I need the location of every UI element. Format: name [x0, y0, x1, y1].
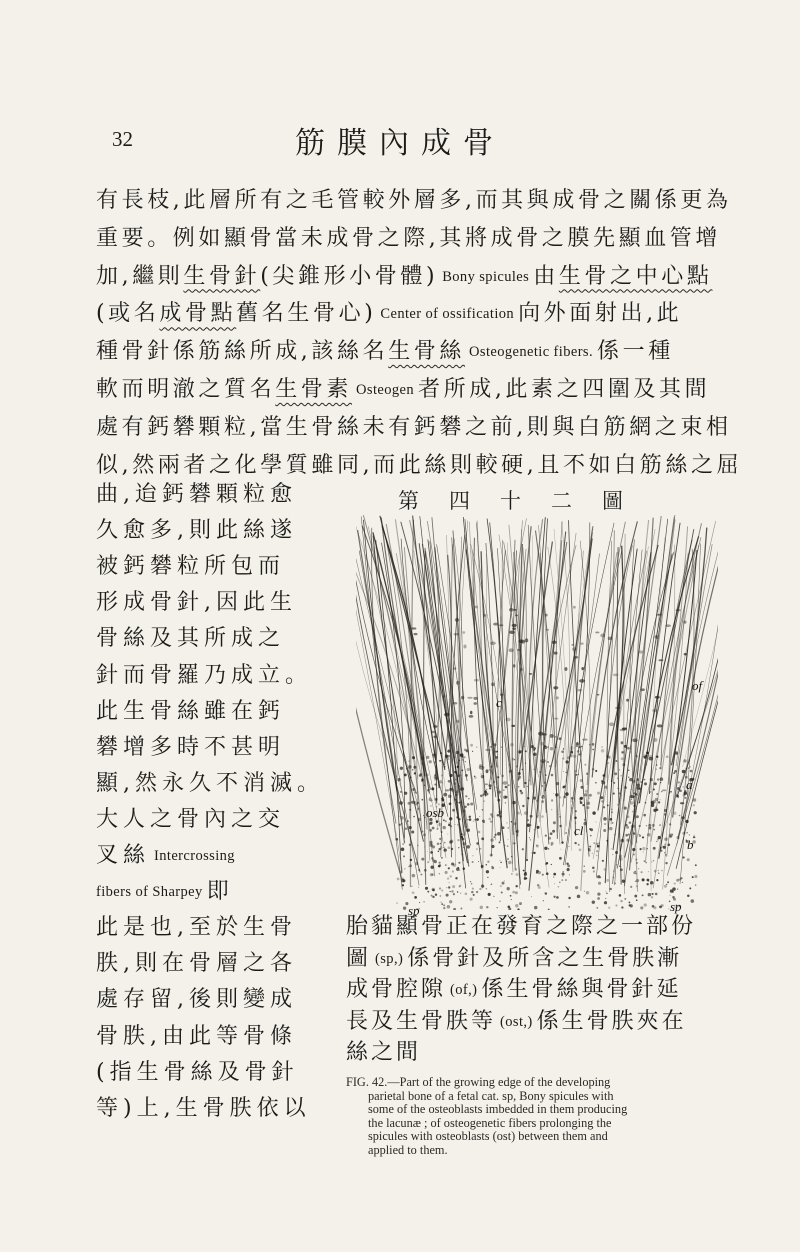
text-run: 此生骨絲雖在鈣: [96, 698, 286, 724]
latin-term: Intercrossing: [150, 848, 235, 864]
text-run: 係生骨絲與骨針延: [481, 977, 682, 1002]
text-run: 長及生骨胅等: [346, 1008, 497, 1034]
body-line: [96, 188, 732, 213]
text-run: 被鈣礬粒所包而: [96, 554, 286, 580]
body-line: [96, 414, 732, 440]
column-line: [96, 556, 296, 578]
english-caption-line: the lacunæ ; of osteogenetic fibers prolonging the: [368, 1115, 612, 1130]
latin-term: Osteogenetic fibers.: [465, 344, 598, 361]
figure-label-b: b: [687, 837, 694, 852]
column-line: [96, 770, 324, 796]
text-run: 係骨針及所含之生骨胅漸: [407, 945, 683, 971]
text-run: 由: [533, 263, 559, 289]
latin-term: (sp,): [371, 950, 408, 967]
column-line: [96, 845, 296, 867]
text-run: (或名: [96, 301, 160, 327]
column-line: [96, 989, 296, 1011]
underlined-term: 生骨素: [275, 377, 353, 402]
column-line: [96, 662, 313, 688]
bone-growth-drawing: [356, 515, 718, 910]
column-line: [96, 953, 296, 975]
column-line: [96, 628, 296, 650]
text-run: 圖: [346, 945, 372, 971]
caption-line: [346, 945, 718, 971]
text-run: 舊名生骨心): [236, 301, 377, 327]
column-line: [96, 734, 296, 760]
body-line: [96, 263, 718, 289]
column-line: [96, 698, 296, 724]
text-run: (指生骨絲及骨針: [96, 1059, 299, 1085]
column-line: [96, 806, 296, 832]
column-line: [96, 1023, 297, 1049]
text-run: 此是也,至於生骨: [96, 915, 297, 941]
text-run: 種骨針係筋絲所成,該絲名: [96, 339, 389, 365]
english-caption-line: some of the osteoblasts imbedded in them producing: [368, 1102, 628, 1117]
latin-term: (ost,): [496, 1013, 537, 1030]
text-run: 向外面射出,此: [518, 301, 683, 327]
text-run: 礬增多時不甚明: [96, 734, 286, 760]
body-line: [96, 452, 743, 478]
caption-line: [346, 916, 718, 938]
latin-term: Osteogen: [352, 382, 419, 398]
text-run: 加,繼則: [96, 263, 184, 289]
english-caption-line: spicules with osteoblasts (ost) between them and: [368, 1129, 608, 1144]
figure-label-c: c: [496, 695, 502, 710]
column-line: [96, 592, 296, 614]
english-caption-line: FIG. 42.—Part of the growing edge of the developing: [346, 1075, 611, 1089]
text-run: 軟而明澈之質名: [96, 377, 276, 402]
figure-label-osb: osb: [426, 805, 445, 820]
latin-term: Center of ossification: [376, 306, 519, 323]
text-run: 係一種: [597, 339, 674, 365]
text-run: 處存留,後則變成: [96, 987, 297, 1013]
body-line: [96, 341, 718, 363]
figure-label-a: a: [686, 777, 693, 792]
latin-term: fibers of Sharpey: [96, 884, 207, 901]
running-title: 筋膜內成骨: [295, 126, 505, 161]
text-run: 等)上,生骨胅依以: [96, 1095, 311, 1121]
underlined-term: 生骨絲: [388, 339, 466, 365]
column-line: [96, 881, 296, 903]
latin-term: Bony spicules: [438, 268, 534, 285]
caption-line: [346, 979, 718, 1001]
text-run: 重要。例如顯骨當未成骨之際,其將成骨之膜先顯血管增: [96, 225, 721, 251]
underlined-term: 生骨之中心點: [558, 263, 713, 289]
text-run: 叉絲: [96, 843, 151, 868]
text-run: 胅,則在骨層之各: [96, 951, 297, 977]
column-line: [96, 1059, 299, 1085]
page-number: 32: [112, 127, 133, 151]
column-line: [96, 1095, 311, 1121]
text-run: 有長枝,此層所有之毛管較外層多,而其與成骨之關係更為: [96, 188, 732, 213]
body-line: [96, 303, 718, 325]
figure-label-sp-right: sp: [670, 899, 682, 914]
text-run: 似,然兩者之化學質雖同,而此絲則較硬,且不如白筋絲之屈: [96, 452, 743, 478]
text-run: 即: [206, 879, 234, 905]
text-run: 曲,迨鈣礬顆粒愈: [96, 482, 297, 507]
caption-line: [346, 1008, 718, 1034]
english-caption-line: applied to them.: [368, 1142, 448, 1157]
figure-illustration: [356, 515, 718, 918]
text-run: 顯,然永久不消滅。: [96, 770, 324, 796]
latin-term: (of,): [446, 982, 482, 998]
column-line: [96, 917, 296, 939]
text-run: 絲之間: [346, 1040, 422, 1065]
figure-label-cl: cl: [574, 823, 584, 838]
text-run: 形成骨針,因此生: [96, 590, 297, 616]
text-run: 骨絲及其所成之: [96, 626, 286, 652]
text-run: 骨胅,由此等骨條: [96, 1023, 297, 1049]
text-run: 久愈多,則此絲遂: [96, 518, 297, 544]
figure-label-sp-left: sp: [408, 903, 420, 918]
text-run: 胎貓顯骨正在發育之際之一部份: [346, 914, 697, 939]
column-line: [96, 520, 296, 542]
text-run: 針而骨羅乃成立。: [96, 662, 313, 688]
caption-line: [346, 1042, 718, 1064]
text-run: 成骨腔隙: [346, 977, 447, 1002]
text-run: 係生骨胅夾在: [536, 1008, 687, 1034]
figure-caption-english: [346, 1076, 726, 1158]
underlined-term: 生骨針: [183, 263, 261, 289]
text-run: 大人之骨內之交: [96, 806, 286, 832]
body-line: [96, 379, 718, 401]
column-line: [96, 484, 296, 506]
figure-title: 第四十二圖: [398, 489, 653, 513]
text-run: 處有鈣礬顆粒,當生骨絲未有鈣礬之前,則與白筋網之束相: [96, 414, 732, 440]
text-run: (尖錐形小骨體): [260, 263, 439, 289]
figure-label-of: of: [692, 678, 703, 693]
text-run: 者所成,此素之四圍及其間: [418, 377, 711, 402]
underlined-term: 成骨點: [159, 301, 237, 327]
body-line: [96, 225, 721, 251]
english-caption-line: parietal bone of a fetal cat. sp, Bony spicules with: [368, 1088, 614, 1103]
